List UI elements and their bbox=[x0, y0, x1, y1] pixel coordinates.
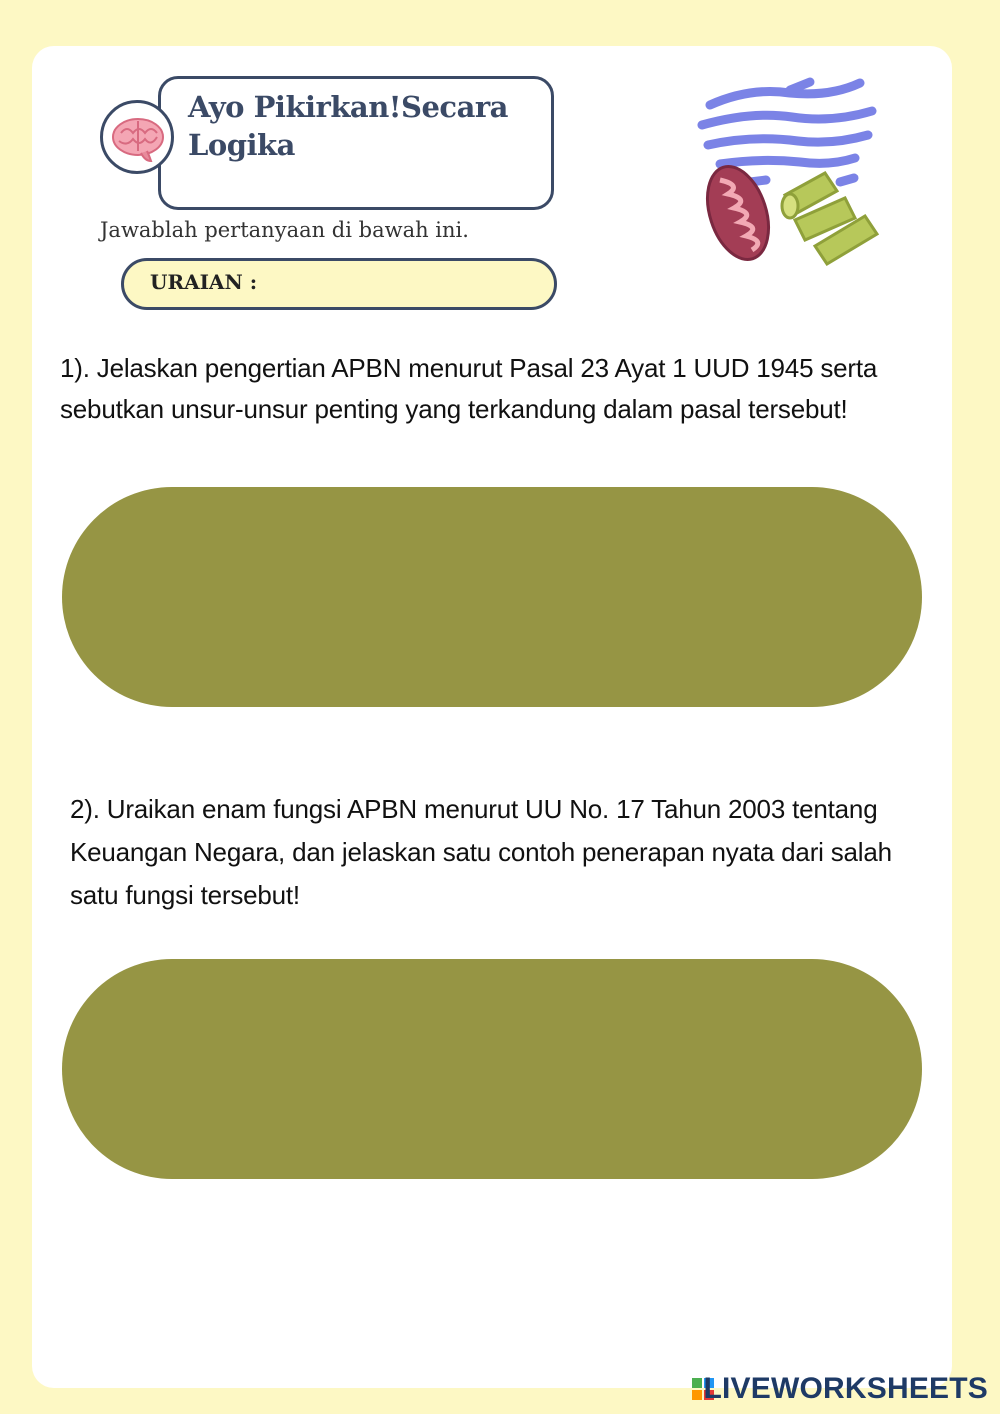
question-1: 1). Jelaskan pengertian APBN menurut Pasal 23 Ayat 1 UUD 1945 serta sebutkan unsur-unsur penting yang terkandung dalam pasal tersebut! bbox=[60, 353, 878, 424]
answer-field-2[interactable] bbox=[62, 959, 922, 1179]
question-2: 2). Uraikan enam fungsi APBN menurut UU No. 17 Tahun 2003 tentang Keuangan Negara, dan jelaskan satu contoh penerapan nyata dari salah satu fungsi tersebut! bbox=[70, 794, 892, 910]
endoplasmic-reticulum-icon bbox=[782, 173, 877, 264]
section-label: URAIAN : bbox=[150, 270, 258, 294]
organelles-illustration bbox=[690, 70, 890, 270]
page-title: Ayo Pikirkan!Secara Logika bbox=[188, 90, 508, 162]
brand-wordmark[interactable]: LIVEWORKSHEETS bbox=[703, 1372, 988, 1405]
instruction-text: Jawablah pertanyaan di bawah ini. bbox=[100, 218, 469, 242]
brain-icon bbox=[111, 115, 165, 163]
brain-icon-badge bbox=[100, 100, 174, 174]
answer-field-1[interactable] bbox=[62, 487, 922, 707]
mitochondrion-icon bbox=[697, 159, 780, 268]
